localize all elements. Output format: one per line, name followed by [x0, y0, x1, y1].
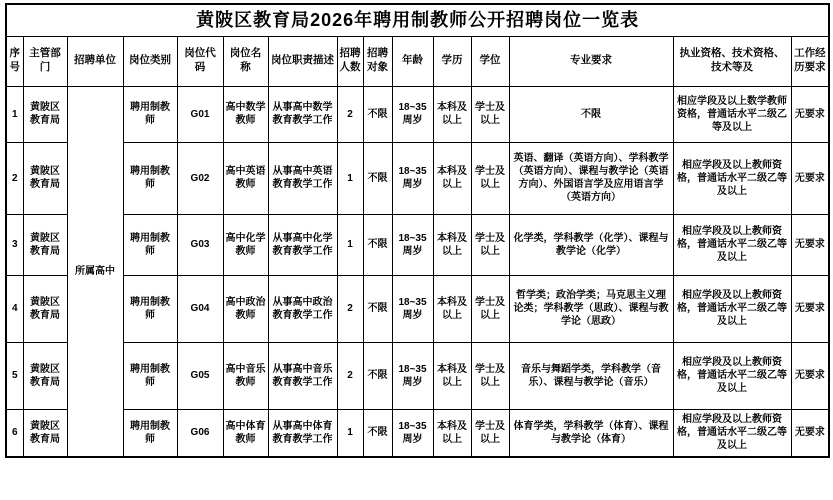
cell-edu: 本科及以上	[433, 214, 471, 275]
cell-category: 聘用制教师	[123, 214, 177, 275]
cell-qualification: 相应学段及以上教师资格，普通话水平二级乙等及以上	[673, 214, 791, 275]
cell-degree: 学士及以上	[471, 342, 509, 409]
cell-count: 2	[337, 342, 363, 409]
cell-qualification: 相应学段及以上教师资格，普通话水平二级乙等及以上	[673, 409, 791, 457]
cell-dept: 黄陂区教育局	[23, 342, 67, 409]
cell-dept: 黄陂区教育局	[23, 275, 67, 342]
cell-qualification: 相应学段及以上教师资格，普通话水平二级乙等及以上	[673, 142, 791, 214]
cell-target: 不限	[363, 214, 392, 275]
cell-duty: 从事高中英语教育教学工作	[268, 142, 337, 214]
cell-count: 1	[337, 214, 363, 275]
cell-qualification: 相应学段及以上教师资格，普通话水平二级乙等及以上	[673, 342, 791, 409]
cell-major: 化学类，学科教学（化学）、课程与教学论（化学）	[509, 214, 673, 275]
header-count: 招聘人数	[337, 36, 363, 86]
cell-category: 聘用制教师	[123, 86, 177, 142]
header-dept: 主管部门	[23, 36, 67, 86]
cell-code: G04	[177, 275, 223, 342]
cell-age: 18~35周岁	[392, 409, 433, 457]
header-degree: 学位	[471, 36, 509, 86]
cell-target: 不限	[363, 275, 392, 342]
cell-code: G02	[177, 142, 223, 214]
header-edu: 学历	[433, 36, 471, 86]
positions-table	[5, 3, 830, 458]
cell-degree: 学士及以上	[471, 409, 509, 457]
cell-code: G03	[177, 214, 223, 275]
page-title: 黄陂区教育局2026年聘用制教师公开招聘岗位一览表	[6, 4, 829, 36]
header-name: 岗位名称	[223, 36, 268, 86]
cell-target: 不限	[363, 86, 392, 142]
cell-qualification: 相应学段及以上数学教师资格，普通话水平二级乙等及以上	[673, 86, 791, 142]
cell-degree: 学士及以上	[471, 214, 509, 275]
cell-degree: 学士及以上	[471, 86, 509, 142]
cell-seq: 4	[6, 275, 23, 342]
header-age: 年龄	[392, 36, 433, 86]
cell-name: 高中英语教师	[223, 142, 268, 214]
cell-experience: 无要求	[791, 142, 829, 214]
cell-major: 不限	[509, 86, 673, 142]
cell-category: 聘用制教师	[123, 142, 177, 214]
header-duty: 岗位职责描述	[268, 36, 337, 86]
cell-experience: 无要求	[791, 409, 829, 457]
cell-target: 不限	[363, 142, 392, 214]
cell-category: 聘用制教师	[123, 409, 177, 457]
cell-duty: 从事高中体育教育教学工作	[268, 409, 337, 457]
cell-category: 聘用制教师	[123, 342, 177, 409]
header-experience: 工作经历要求	[791, 36, 829, 86]
cell-category: 聘用制教师	[123, 275, 177, 342]
cell-code: G01	[177, 86, 223, 142]
cell-duty: 从事高中音乐教育教学工作	[268, 342, 337, 409]
cell-degree: 学士及以上	[471, 275, 509, 342]
cell-target: 不限	[363, 409, 392, 457]
cell-count: 1	[337, 409, 363, 457]
cell-major: 体育学类，学科教学（体育）、课程与教学论（体育）	[509, 409, 673, 457]
cell-duty: 从事高中化学教育教学工作	[268, 214, 337, 275]
cell-edu: 本科及以上	[433, 342, 471, 409]
header-major: 专业要求	[509, 36, 673, 86]
cell-age: 18~35周岁	[392, 86, 433, 142]
table-row	[6, 409, 829, 457]
cell-count: 2	[337, 275, 363, 342]
header-seq: 序号	[6, 36, 23, 86]
cell-duty: 从事高中数学教育教学工作	[268, 86, 337, 142]
cell-name: 高中数学教师	[223, 86, 268, 142]
table-row	[6, 342, 829, 409]
cell-edu: 本科及以上	[433, 86, 471, 142]
cell-duty: 从事高中政治教育教学工作	[268, 275, 337, 342]
table-row	[6, 214, 829, 275]
cell-seq: 5	[6, 342, 23, 409]
cell-edu: 本科及以上	[433, 275, 471, 342]
cell-experience: 无要求	[791, 214, 829, 275]
cell-major: 音乐与舞蹈学类，学科教学（音乐）、课程与教学论（音乐）	[509, 342, 673, 409]
table-row	[6, 142, 829, 214]
cell-dept: 黄陂区教育局	[23, 214, 67, 275]
title-row	[6, 4, 829, 36]
cell-age: 18~35周岁	[392, 342, 433, 409]
cell-dept: 黄陂区教育局	[23, 86, 67, 142]
cell-age: 18~35周岁	[392, 142, 433, 214]
cell-target: 不限	[363, 342, 392, 409]
cell-code: G05	[177, 342, 223, 409]
cell-major: 哲学类；政治学类；马克思主义理论类；学科教学（思政）、课程与教学论（思政）	[509, 275, 673, 342]
cell-name: 高中体育教师	[223, 409, 268, 457]
cell-qualification: 相应学段及以上教师资格，普通话水平二级乙等及以上	[673, 275, 791, 342]
header-category: 岗位类别	[123, 36, 177, 86]
cell-name: 高中化学教师	[223, 214, 268, 275]
cell-seq: 2	[6, 142, 23, 214]
cell-name: 高中音乐教师	[223, 342, 268, 409]
cell-degree: 学士及以上	[471, 142, 509, 214]
cell-experience: 无要求	[791, 342, 829, 409]
cell-unit-merged: 所属高中	[67, 86, 123, 457]
cell-seq: 3	[6, 214, 23, 275]
cell-count: 2	[337, 86, 363, 142]
cell-seq: 1	[6, 86, 23, 142]
cell-experience: 无要求	[791, 86, 829, 142]
cell-count: 1	[337, 142, 363, 214]
cell-experience: 无要求	[791, 275, 829, 342]
cell-dept: 黄陂区教育局	[23, 409, 67, 457]
table-row	[6, 275, 829, 342]
header-code: 岗位代码	[177, 36, 223, 86]
cell-age: 18~35周岁	[392, 275, 433, 342]
cell-seq: 6	[6, 409, 23, 457]
cell-dept: 黄陂区教育局	[23, 142, 67, 214]
cell-edu: 本科及以上	[433, 142, 471, 214]
table-row	[6, 86, 829, 142]
cell-name: 高中政治教师	[223, 275, 268, 342]
cell-code: G06	[177, 409, 223, 457]
cell-major: 英语、翻译（英语方向）、学科教学（英语方向）、课程与教学论（英语方向）、外国语言学及应用语言学（英语方向）	[509, 142, 673, 214]
header-qualification: 执业资格、技术资格、技术等及	[673, 36, 791, 86]
header-unit: 招聘单位	[67, 36, 123, 86]
cell-age: 18~35周岁	[392, 214, 433, 275]
cell-edu: 本科及以上	[433, 409, 471, 457]
header-row	[6, 36, 829, 86]
header-target: 招聘对象	[363, 36, 392, 86]
